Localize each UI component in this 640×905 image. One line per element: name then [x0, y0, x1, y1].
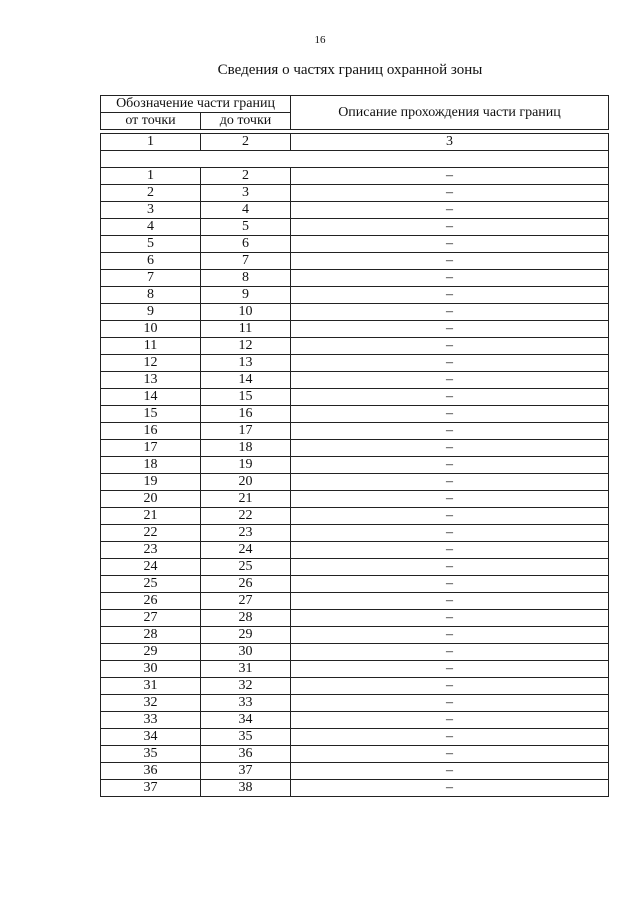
to-point-cell: 24 — [201, 542, 291, 559]
description-cell: – — [291, 202, 609, 219]
to-point-cell: 29 — [201, 627, 291, 644]
description-cell: – — [291, 610, 609, 627]
table-row — [101, 746, 609, 763]
table-row — [101, 610, 609, 627]
from-point-cell: 7 — [101, 270, 201, 287]
to-point-cell: 11 — [201, 321, 291, 338]
description-cell: – — [291, 746, 609, 763]
table-row — [101, 508, 609, 525]
table-row — [101, 168, 609, 185]
from-point-cell: 24 — [101, 559, 201, 576]
description-cell: – — [291, 253, 609, 270]
to-point-cell: 15 — [201, 389, 291, 406]
description-cell: – — [291, 406, 609, 423]
description-cell: – — [291, 542, 609, 559]
from-point-cell: 13 — [101, 372, 201, 389]
from-point-cell: 29 — [101, 644, 201, 661]
from-point-cell: 12 — [101, 355, 201, 372]
description-cell: – — [291, 219, 609, 236]
document-title: Сведения о частях границ охранной зоны — [217, 62, 483, 78]
from-point-cell: 8 — [101, 287, 201, 304]
table-row — [101, 219, 609, 236]
from-point-cell: 14 — [101, 389, 201, 406]
to-point-cell: 23 — [201, 525, 291, 542]
description-cell: – — [291, 491, 609, 508]
description-cell: – — [291, 440, 609, 457]
from-point-cell: 37 — [101, 780, 201, 797]
from-point-cell: 31 — [101, 678, 201, 695]
header-boundary-designation: Обозначение части границ — [101, 96, 291, 113]
from-point-cell: 2 — [101, 185, 201, 202]
table-row — [101, 423, 609, 440]
to-point-cell: 6 — [201, 236, 291, 253]
table-row — [101, 525, 609, 542]
from-point-cell: 33 — [101, 712, 201, 729]
table-row — [101, 780, 609, 797]
to-point-cell: 20 — [201, 474, 291, 491]
from-point-cell: 5 — [101, 236, 201, 253]
description-cell: – — [291, 712, 609, 729]
from-point-cell: 32 — [101, 695, 201, 712]
table-row — [101, 678, 609, 695]
to-point-cell: 4 — [201, 202, 291, 219]
description-cell: – — [291, 559, 609, 576]
description-cell: – — [291, 593, 609, 610]
description-cell: – — [291, 423, 609, 440]
table-row — [101, 202, 609, 219]
to-point-cell: 34 — [201, 712, 291, 729]
table-row — [101, 627, 609, 644]
table-row — [101, 729, 609, 746]
description-cell: – — [291, 457, 609, 474]
table-row — [101, 576, 609, 593]
description-cell: – — [291, 338, 609, 355]
to-point-cell: 14 — [201, 372, 291, 389]
to-point-cell: 17 — [201, 423, 291, 440]
description-cell: – — [291, 678, 609, 695]
to-point-cell: 9 — [201, 287, 291, 304]
table-row — [101, 763, 609, 780]
from-point-cell: 35 — [101, 746, 201, 763]
table-row — [101, 372, 609, 389]
to-point-cell: 13 — [201, 355, 291, 372]
table-row — [101, 338, 609, 355]
description-cell: – — [291, 525, 609, 542]
table-row — [101, 559, 609, 576]
table-row — [101, 593, 609, 610]
description-cell: – — [291, 270, 609, 287]
from-point-cell: 20 — [101, 491, 201, 508]
from-point-cell: 19 — [101, 474, 201, 491]
table-row — [101, 321, 609, 338]
table-row — [101, 253, 609, 270]
from-point-cell: 27 — [101, 610, 201, 627]
header-from-point: от точки — [101, 113, 201, 130]
description-cell: – — [291, 576, 609, 593]
description-cell: – — [291, 185, 609, 202]
table-row — [101, 644, 609, 661]
description-cell: – — [291, 729, 609, 746]
description-cell: – — [291, 627, 609, 644]
to-point-cell: 3 — [201, 185, 291, 202]
from-point-cell: 17 — [101, 440, 201, 457]
table-row — [101, 185, 609, 202]
from-point-cell: 3 — [101, 202, 201, 219]
from-point-cell: 28 — [101, 627, 201, 644]
to-point-cell: 21 — [201, 491, 291, 508]
description-cell: – — [291, 695, 609, 712]
table-row — [101, 712, 609, 729]
to-point-cell: 10 — [201, 304, 291, 321]
to-point-cell: 27 — [201, 593, 291, 610]
table-row — [101, 661, 609, 678]
to-point-cell: 18 — [201, 440, 291, 457]
from-point-cell: 9 — [101, 304, 201, 321]
table-row — [101, 457, 609, 474]
from-point-cell: 16 — [101, 423, 201, 440]
table-row — [101, 287, 609, 304]
to-point-cell: 26 — [201, 576, 291, 593]
to-point-cell: 28 — [201, 610, 291, 627]
from-point-cell: 36 — [101, 763, 201, 780]
description-cell: – — [291, 236, 609, 253]
blank-section-row — [101, 151, 609, 168]
table-row — [101, 236, 609, 253]
from-point-cell: 18 — [101, 457, 201, 474]
to-point-cell: 19 — [201, 457, 291, 474]
table-row — [101, 491, 609, 508]
from-point-cell: 26 — [101, 593, 201, 610]
description-cell: – — [291, 763, 609, 780]
column-index-3: 3 — [291, 134, 609, 151]
description-cell: – — [291, 389, 609, 406]
from-point-cell: 15 — [101, 406, 201, 423]
table-row — [101, 542, 609, 559]
to-point-cell: 12 — [201, 338, 291, 355]
to-point-cell: 8 — [201, 270, 291, 287]
to-point-cell: 7 — [201, 253, 291, 270]
to-point-cell: 31 — [201, 661, 291, 678]
to-point-cell: 36 — [201, 746, 291, 763]
description-cell: – — [291, 304, 609, 321]
table-row — [101, 304, 609, 321]
description-cell: – — [291, 321, 609, 338]
from-point-cell: 4 — [101, 219, 201, 236]
description-cell: – — [291, 287, 609, 304]
table-row — [101, 406, 609, 423]
to-point-cell: 38 — [201, 780, 291, 797]
table-row — [101, 695, 609, 712]
to-point-cell: 37 — [201, 763, 291, 780]
from-point-cell: 30 — [101, 661, 201, 678]
table-row — [101, 270, 609, 287]
header-boundary-description: Описание прохождения части границ — [291, 96, 609, 130]
to-point-cell: 5 — [201, 219, 291, 236]
page-number: 16 — [314, 34, 326, 46]
description-cell: – — [291, 372, 609, 389]
boundary-parts-table — [100, 95, 609, 797]
from-point-cell: 6 — [101, 253, 201, 270]
to-point-cell: 25 — [201, 559, 291, 576]
from-point-cell: 1 — [101, 168, 201, 185]
to-point-cell: 22 — [201, 508, 291, 525]
description-cell: – — [291, 661, 609, 678]
to-point-cell: 2 — [201, 168, 291, 185]
column-index-1: 1 — [101, 134, 201, 151]
table-row — [101, 474, 609, 491]
description-cell: – — [291, 168, 609, 185]
description-cell: – — [291, 355, 609, 372]
description-cell: – — [291, 644, 609, 661]
table-row — [101, 440, 609, 457]
to-point-cell: 30 — [201, 644, 291, 661]
description-cell: – — [291, 780, 609, 797]
to-point-cell: 32 — [201, 678, 291, 695]
from-point-cell: 21 — [101, 508, 201, 525]
to-point-cell: 35 — [201, 729, 291, 746]
description-cell: – — [291, 474, 609, 491]
from-point-cell: 23 — [101, 542, 201, 559]
header-to-point: до точки — [201, 113, 291, 130]
boundary-rows — [101, 168, 609, 797]
column-index-2: 2 — [201, 134, 291, 151]
to-point-cell: 16 — [201, 406, 291, 423]
to-point-cell: 33 — [201, 695, 291, 712]
from-point-cell: 25 — [101, 576, 201, 593]
from-point-cell: 10 — [101, 321, 201, 338]
from-point-cell: 22 — [101, 525, 201, 542]
table-row — [101, 355, 609, 372]
from-point-cell: 34 — [101, 729, 201, 746]
description-cell: – — [291, 508, 609, 525]
from-point-cell: 11 — [101, 338, 201, 355]
table-row — [101, 389, 609, 406]
